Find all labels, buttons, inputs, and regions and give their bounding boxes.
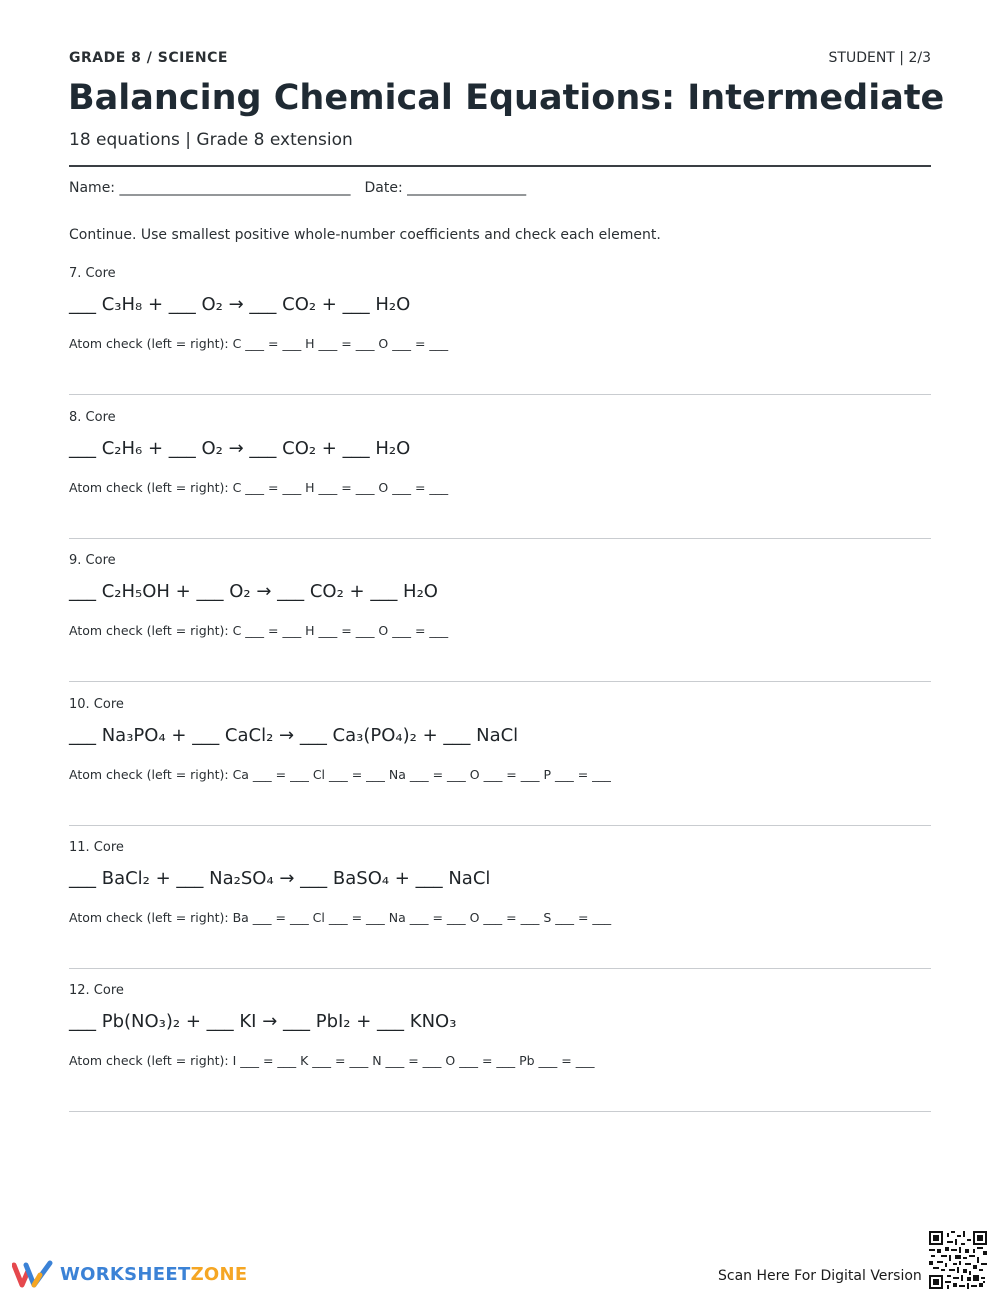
logo-wordmark <box>60 1264 248 1285</box>
problem-label: 9. Core <box>69 553 116 568</box>
problem-label: 7. Core <box>69 266 116 281</box>
logo-text-worksheet: WORKSHEET <box>60 1263 191 1285</box>
problem-divider <box>69 394 931 395</box>
problem-equation[interactable]: ___ C₂H₆ + ___ O₂ → ___ CO₂ + ___ H₂O <box>69 438 411 459</box>
problem-10 <box>69 697 931 841</box>
problem-label: 12. Core <box>69 983 124 998</box>
worksheetzone-logo-icon <box>12 1259 54 1289</box>
problem-divider <box>69 1111 931 1112</box>
problem-equation[interactable]: ___ C₂H₅OH + ___ O₂ → ___ CO₂ + ___ H₂O <box>69 581 438 602</box>
problem-label: 10. Core <box>69 697 124 712</box>
page-title: Balancing Chemical Equations: Intermediate <box>68 78 945 118</box>
atom-check[interactable]: Atom check (left = right): Ba ___ = ___ Cl ___ = ___ Na ___ = ___ O ___ = ___ S ___ = ___ <box>69 910 612 925</box>
problem-divider <box>69 968 931 969</box>
problem-8 <box>69 410 931 554</box>
date-field[interactable]: Date: _________________ <box>364 180 527 196</box>
header-divider <box>69 165 931 167</box>
problem-equation[interactable]: ___ C₃H₈ + ___ O₂ → ___ CO₂ + ___ H₂O <box>69 294 411 315</box>
page-subtitle: 18 equations | Grade 8 extension <box>69 130 353 150</box>
problem-label: 8. Core <box>69 410 116 425</box>
problem-equation[interactable]: ___ Na₃PO₄ + ___ CaCl₂ → ___ Ca₃(PO₄)₂ + ___ NaCl <box>69 725 519 746</box>
problem-divider <box>69 825 931 826</box>
problem-12 <box>69 983 931 1127</box>
problem-7 <box>69 266 931 410</box>
logo-text-zone: ZONE <box>190 1263 248 1285</box>
problem-9 <box>69 553 931 697</box>
problem-divider <box>69 681 931 682</box>
problem-divider <box>69 538 931 539</box>
grade-subject-label: GRADE 8 / SCIENCE <box>69 50 228 66</box>
atom-check[interactable]: Atom check (left = right): C ___ = ___ H ___ = ___ O ___ = ___ <box>69 623 449 638</box>
scan-here-text: Scan Here For Digital Version <box>718 1268 922 1284</box>
problem-11 <box>69 840 931 984</box>
atom-check[interactable]: Atom check (left = right): I ___ = ___ K ___ = ___ N ___ = ___ O ___ = ___ Pb ___ = ___ <box>69 1053 595 1068</box>
problem-equation[interactable]: ___ BaCl₂ + ___ Na₂SO₄ → ___ BaSO₄ + ___ NaCl <box>69 868 491 889</box>
name-date-row <box>69 180 526 196</box>
atom-check[interactable]: Atom check (left = right): C ___ = ___ H ___ = ___ O ___ = ___ <box>69 480 449 495</box>
qr-code-icon[interactable] <box>929 1231 987 1289</box>
instructions: Continue. Use smallest positive whole-number coefficients and check each element. <box>69 227 661 243</box>
name-field[interactable]: Name: _________________________________ <box>69 180 351 196</box>
worksheetzone-logo[interactable] <box>12 1259 248 1289</box>
problem-label: 11. Core <box>69 840 124 855</box>
atom-check[interactable]: Atom check (left = right): Ca ___ = ___ Cl ___ = ___ Na ___ = ___ O ___ = ___ P ___ = ___ <box>69 767 611 782</box>
problem-equation[interactable]: ___ Pb(NO₃)₂ + ___ KI → ___ PbI₂ + ___ KNO₃ <box>69 1011 457 1032</box>
page-indicator: STUDENT | 2/3 <box>828 50 931 66</box>
atom-check[interactable]: Atom check (left = right): C ___ = ___ H ___ = ___ O ___ = ___ <box>69 336 449 351</box>
header-top-row <box>69 50 931 66</box>
